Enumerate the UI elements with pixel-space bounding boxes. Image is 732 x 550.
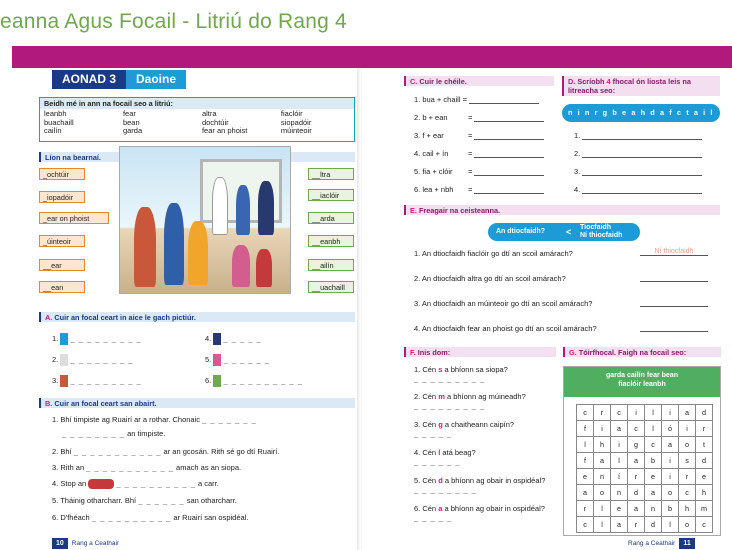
question-bubble [488,223,640,241]
grid-cell[interactable]: i [628,405,645,421]
item-num: 2. [52,447,59,456]
section-letter: B. [45,399,53,408]
person-image [212,177,228,235]
question-text: a bhíonn ag múineadh? [444,392,526,401]
grid-cell[interactable]: d [645,517,662,533]
dentist-image [60,333,68,345]
item-num: 4. [574,185,581,194]
lion-heading: Líon na bearnaí. [39,152,355,162]
sum-text: 3. f + ear [414,131,444,140]
bubble-question: An dtiocfaidh? [496,228,545,235]
sentence-text: Stop an [60,479,87,488]
grid-cell[interactable]: s [679,453,696,469]
sentence-text: a carr. [197,479,219,488]
item-num: 6. [52,513,59,522]
a-item: 2. _ _ _ _ _ _ _ _ [52,354,133,366]
sentence-text: amach as an siopa. [176,463,242,472]
section-g-heading [563,347,721,357]
a-item: 1. _ _ _ _ _ _ _ _ _ [52,333,142,345]
word: leanbh [44,109,67,118]
item-num: 4. [205,333,212,343]
question-text: 3. Cén [414,420,439,429]
section-title: Cuir an focal ceart in aice le gach pictiúr. [54,313,196,322]
a-item: 6. _ _ _ _ _ _ _ _ _ _ [205,375,303,387]
top-band [12,46,732,68]
street-scene-image [119,146,291,294]
wordsearch-grid[interactable] [576,404,713,533]
question-letter: g [438,420,443,429]
answer-line [640,331,708,332]
sum-text: 5. fia + clóir [414,167,453,176]
word-bank [39,97,355,142]
sum-text: 4. cail + ín [414,149,449,158]
grid-cell[interactable]: o [594,485,611,501]
section-title: Freagair na ceisteanna. [418,206,501,215]
grid-cell[interactable]: d [696,405,713,421]
fill-label: __iaclóir [308,189,354,201]
wordsearch-words [564,367,720,397]
section-number: 4 [606,77,611,86]
b-item: 5. Tháinig otharcharr. Bhí _ _ _ _ _ _ san otharcharr. [52,496,237,505]
grid-cell[interactable]: i [594,421,611,437]
grid-cell[interactable]: h [594,437,611,453]
section-d-heading [562,76,720,96]
fill-label: __uachaill [308,281,354,293]
b-item-cont: _ _ _ _ _ _ _ _ an timpiste. [62,429,166,438]
a-item: 4. _ _ _ _ _ [205,333,262,345]
grid-cell[interactable]: f [577,453,594,469]
footer-text: Rang a Ceathair [628,540,676,547]
grid-cell[interactable]: a [662,437,679,453]
wordsearch [563,366,721,536]
grid-cell[interactable]: g [628,437,645,453]
grid-cell[interactable]: l [594,501,611,517]
f-item: 1. Cén s a bhíonn sa siopa? _ _ _ _ _ _ _ _ _ [414,365,508,383]
grid-cell[interactable]: l [611,453,628,469]
sentence-text: Rith an [60,463,85,472]
question-text: a bhíonn ag obair in ospidéal? [442,476,546,485]
fill-label: __ltra [308,168,354,180]
grid-cell[interactable]: c [611,405,628,421]
grid-cell[interactable]: n [645,501,662,517]
grid-cell[interactable]: r [679,469,696,485]
d-line [574,167,702,176]
question-text: 3. An dtiocfaidh an múinteoir go dtí an scoil amárach? [414,299,593,308]
d-line [574,149,702,158]
question-letter: a [438,504,443,513]
b-item: 1. Bhí timpiste ag Ruairí ar a rothar. Chonaic _ _ _ _ _ _ _ [52,415,257,424]
question-text: 4. An dtiocfaidh fear an phoist go dtí an scoil amárach? [414,324,597,333]
c-item [414,149,544,158]
question-text: a bhíonn ag obair in ospidéal? [442,504,545,513]
grid-cell[interactable]: c [628,421,645,437]
word-col [44,110,123,136]
section-e-heading [404,205,720,215]
grid-cell[interactable]: r [594,405,611,421]
item-num: 5. [205,354,212,364]
sum-text: 1. bua + chaill = [414,95,467,104]
grid-cell[interactable]: b [645,453,662,469]
grid-cell[interactable]: t [696,437,713,453]
grid-cell[interactable]: l [645,421,662,437]
question-text: 1. Cén [414,365,439,374]
car-image [88,479,114,489]
word: siopadóir [280,117,312,127]
grid-cell[interactable]: o [662,485,679,501]
grid-cell[interactable]: i [679,421,696,437]
bubble-answer: Ní thiocfaidh [580,232,623,239]
unit-label: AONAD 3 [52,70,126,89]
word-list: fiaclóir leanbh [618,381,666,388]
c-item [414,167,544,176]
grid-cell[interactable]: m [696,501,713,517]
grid-cell[interactable]: c [696,517,713,533]
word: fiaclóir [280,109,303,118]
grid-cell[interactable]: h [679,501,696,517]
section-title: Cuir an focal ceart san abairt. [54,399,157,408]
word-list: garda cailín fear bean [606,372,678,379]
sentence-text: ar Ruairí san ospidéal. [173,513,249,522]
grid-cell[interactable]: a [628,501,645,517]
fill-label: _iopadóir [39,191,85,203]
c-item [414,185,544,194]
grid-cell[interactable]: a [594,453,611,469]
grid-cell[interactable]: l [645,405,662,421]
item-num: 1. [52,415,59,424]
example-answer: Ní thiocfaidh [640,248,708,256]
fill-label: _úinteoir [39,235,85,247]
f-item: 5. Cén d a bhíonn ag obair in ospidéal? _ _ _ _ _ _ _ _ [414,476,546,494]
fill-label: __ear [39,259,85,271]
section-title: Inis dom: [417,348,451,357]
sentence-text: D'fhéach [60,513,90,522]
person-image [164,203,184,285]
question-letter: l [438,448,441,457]
grid-cell[interactable]: i [662,453,679,469]
item-num: 3. [574,167,581,176]
grid-cell[interactable]: c [679,485,696,501]
c-item [414,113,544,122]
question-text: 1. An dtiocfaidh fiaclóir go dtí an scoil amárach? [414,249,573,258]
grid-cell[interactable]: r [696,421,713,437]
question-text: 6. Cén [414,504,439,513]
c-item [414,131,544,140]
page-number: 11 [679,538,694,549]
item-num: 2. [574,149,581,158]
equals: = [468,167,473,176]
grid-cell[interactable]: a [577,485,594,501]
word-bank-heading: Beidh mé in ann na focail seo a litriú: [40,98,354,109]
section-title: fhocal ón liosta leis na litreacha seo: [568,77,691,95]
question-letter: m [438,392,445,401]
b-item: 2. Bhí _ _ _ _ _ _ _ _ _ _ _ ar an gcosán. Rith sé go dtí Ruairí. [52,447,280,456]
item-num: 2. [52,354,59,364]
grid-cell[interactable]: d [696,453,713,469]
grid-cell[interactable]: i [611,437,628,453]
grid-cell[interactable]: ó [662,421,679,437]
grid-cell[interactable]: a [645,485,662,501]
question-letter: d [438,476,443,485]
shopkeeper-image [60,375,68,387]
item-num: 6. [205,375,212,385]
section-title: Tóirfhocal. Faigh na focail seo: [578,348,687,357]
guard-image [213,333,221,345]
word-col [202,110,281,136]
grid-cell[interactable]: c [577,517,594,533]
item-num: 1. [574,131,581,140]
item-num: 3. [52,463,59,472]
word: buachaill [44,117,74,127]
section-b-heading [39,398,355,408]
item-num: 4. [52,479,59,488]
grid-cell[interactable]: o [679,437,696,453]
person-image [256,249,272,287]
b-item: 3. Rith an _ _ _ _ _ _ _ _ _ _ _ amach as an siopa. [52,463,242,472]
grid-cell[interactable]: h [696,485,713,501]
fill-label: __ean [39,281,85,293]
grid-cell[interactable]: b [662,501,679,517]
right-page [362,68,732,550]
word: fear [122,109,136,118]
fill-label: __eanbh [308,235,354,247]
fill-label: __arda [308,212,354,224]
section-a-heading [39,312,355,322]
section-letter: D. [568,77,576,86]
section-letter: E. [410,206,417,215]
item-num: 5. [52,496,59,505]
question-text: 2. Cén [414,392,439,401]
right-footer [628,538,695,549]
grid-cell[interactable]: a [628,453,645,469]
word: múinteoir [280,126,312,135]
equals: = [468,185,473,194]
sentence-text: san otharcharr. [186,496,237,505]
f-item: 4. Cén l atá beag? _ _ _ _ _ _ [414,448,476,466]
grid-cell[interactable]: i [662,405,679,421]
question-text: a chaitheann caipín? [442,420,515,429]
sentence-text: an timpiste. [127,429,166,438]
bubble-answer: Tiocfaidh [580,224,611,231]
b-item: 6. D'fhéach _ _ _ _ _ _ _ _ _ _ ar Ruairí san ospidéal. [52,513,249,522]
f-item: 2. Cén m a bhíonn ag múineadh? _ _ _ _ _ _ _ _ _ [414,392,526,410]
page-title: eanna Agus Focail - Litriú do Rang 4 [0,0,732,46]
word: fear an phoist [201,126,248,135]
left-page [12,68,359,550]
left-footer [52,538,119,549]
f-item: 3. Cén g a chaitheann caipín? _ _ _ _ _ [414,420,515,438]
grid-cell[interactable]: a [611,421,628,437]
grid-cell[interactable]: r [628,517,645,533]
sentence-text: Bhí [60,447,72,456]
question-text: 5. Cén [414,476,439,485]
grid-cell[interactable]: e [645,469,662,485]
c-item [414,95,539,104]
b-item: 4. Stop an _ _ _ _ _ _ _ _ _ _ a carr. [52,479,219,488]
footer-text: Rang a Ceathair [71,540,120,547]
section-c-heading [404,76,554,86]
section-letter: G. [569,348,577,357]
person-image [188,221,208,285]
grid-cell[interactable]: n [594,469,611,485]
question-text: atá beag? [440,448,476,457]
grid-cell[interactable]: o [679,517,696,533]
item-num: 1. [52,333,59,343]
e-item [414,299,592,308]
section-letter: A. [45,313,53,322]
d-line [574,131,702,140]
grid-cell[interactable]: a [679,405,696,421]
answer-line [640,306,708,307]
grid-cell[interactable]: c [577,405,594,421]
grid-cell[interactable]: r [628,469,645,485]
grid-cell[interactable]: f [577,421,594,437]
grid-cell[interactable]: n [611,485,628,501]
e-item [414,249,573,258]
equals: = [468,149,473,158]
fill-label: _ochtúir [39,168,85,180]
word: bean [122,117,140,127]
grid-cell[interactable]: e [696,469,713,485]
e-item [414,324,597,333]
grid-cell[interactable]: a [611,517,628,533]
question-letter: s [438,365,443,374]
sum-text: 6. lea + nbh [414,185,454,194]
grid-cell[interactable]: l [594,517,611,533]
item-num: 3. [52,375,59,385]
grid-cell[interactable]: l [662,517,679,533]
section-title: Scríobh [577,77,605,86]
postman-image [213,375,221,387]
question-text: a bhíonn sa siopa? [442,365,508,374]
sum-text: 2. b + ean [414,113,448,122]
word: altra [201,109,217,118]
fill-label: _ear on phoist [39,212,109,224]
a-item: 3. _ _ _ _ _ _ _ _ _ [52,375,142,387]
equals: = [468,113,473,122]
answer-line [640,281,708,282]
sentence-text: ar an gcosán. Rith sé go dtí Ruairí. [163,447,280,456]
grid-cell[interactable]: e [611,501,628,517]
question-text: 2. An dtiocfaidh altra go dtí an scoil amárach? [414,274,566,283]
grid-cell[interactable]: r [577,501,594,517]
grid-cell[interactable]: í [611,469,628,485]
f-item: 6. Cén a a bhíonn ag obair in ospidéal? _ _ _ _ _ [414,504,545,522]
word: cailín [44,126,62,135]
grid-cell[interactable]: l [577,437,594,453]
unit-header [52,70,186,89]
grid-cell[interactable]: e [577,469,594,485]
question-text: 4. Cén [414,448,439,457]
fork-arrow-icon: < [566,227,572,237]
grid-cell[interactable]: c [645,437,662,453]
grid-cell[interactable]: i [662,469,679,485]
doctor-image [60,354,68,366]
section-f-heading [404,347,556,357]
word: garda [122,126,143,135]
letters-oval: n i n r g b e a h d a f c t a i l [562,104,720,122]
grid-cell[interactable]: d [628,485,645,501]
d-line [574,185,702,194]
page-number: 10 [52,538,68,549]
person-image [134,207,156,287]
word: dochtúir [201,117,229,127]
girl-image [213,354,221,366]
sentence-text: Tháinig otharcharr. Bhí [60,496,137,505]
word-col [281,110,350,136]
section-letter: F. [410,348,416,357]
word-col [123,110,202,136]
a-item: 5. _ _ _ _ _ _ [205,354,270,366]
section-title: Cuir le chéile. [419,77,467,86]
unit-topic: Daoine [126,70,186,89]
person-image [236,185,250,235]
section-letter: C. [410,77,418,86]
fill-label: __ailín [308,259,354,271]
sentence-text: Bhí timpiste ag Ruairí ar a rothar. Chonaic [60,415,201,424]
equals: = [468,131,473,140]
e-item [414,274,566,283]
person-image [232,245,250,287]
person-image [258,181,274,235]
